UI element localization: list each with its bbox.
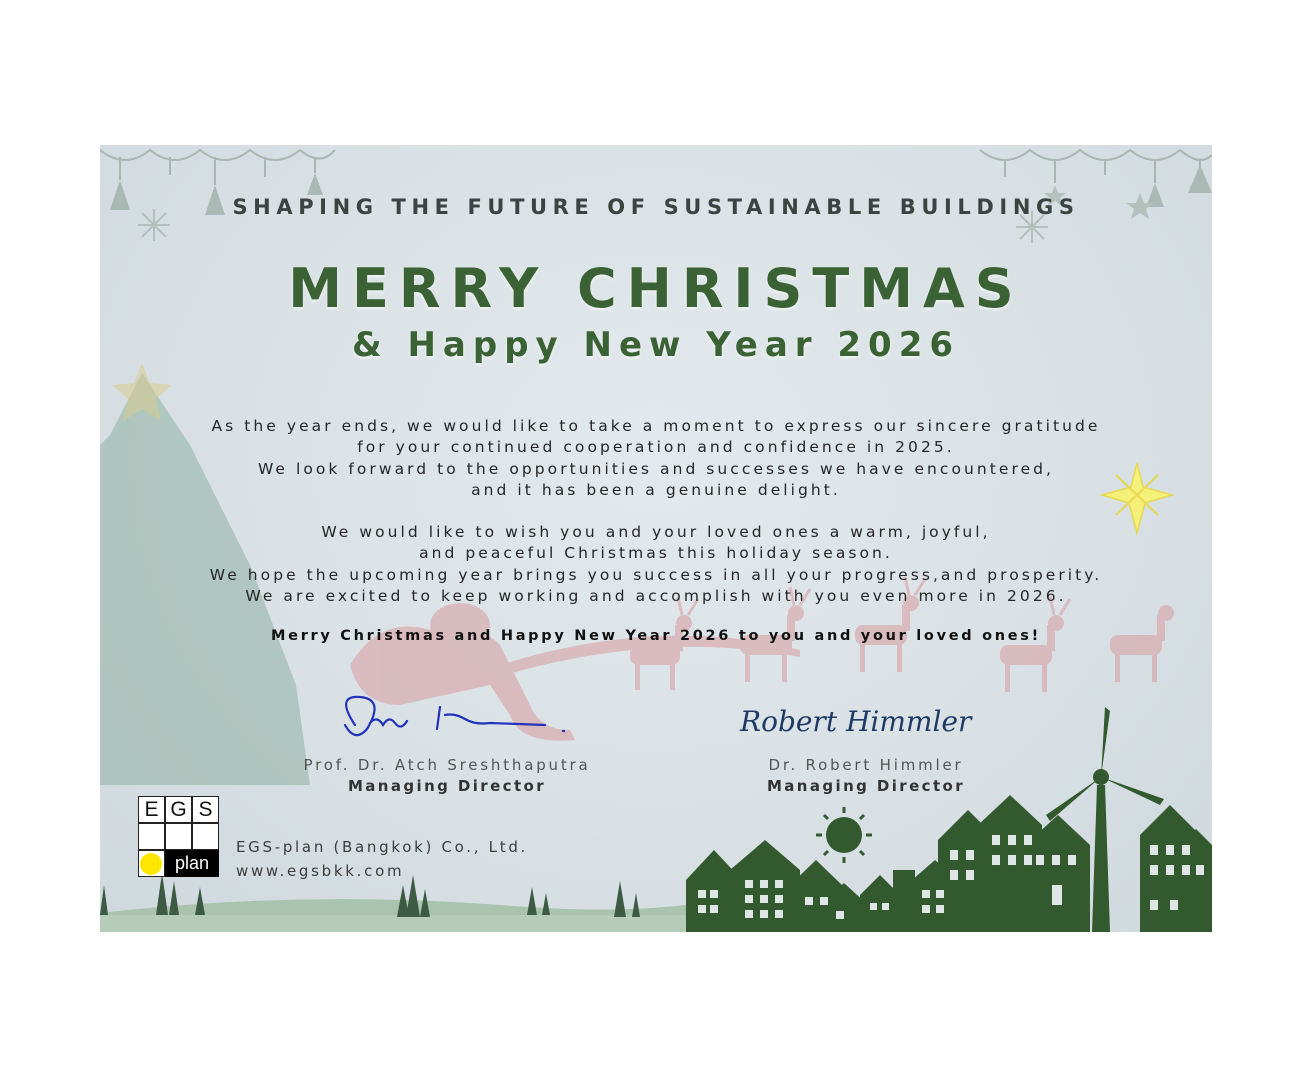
message-line: We are excited to keep working and accomplish with you even more in 2026.	[245, 586, 1067, 605]
signatory-2-name: Dr. Robert Himmler	[768, 756, 964, 774]
logo-cell	[165, 823, 192, 850]
garland-icon	[100, 150, 335, 185]
signatory-1-name: Prof. Dr. Atch Sreshthaputra	[303, 756, 591, 774]
message-line: for your continued cooperation and confidence in 2025.	[357, 438, 955, 457]
signatory-1-role: Managing Director	[347, 777, 547, 795]
message-line: and peaceful Christmas this holiday season.	[419, 544, 893, 563]
greeting-card	[100, 145, 1212, 932]
logo-cell	[138, 823, 165, 850]
logo-letter: S	[198, 798, 213, 821]
tagline: SHAPING THE FUTURE OF SUSTAINABLE BUILDINGS	[232, 195, 1080, 219]
message-line: We would like to wish you and your loved ones a warm, joyful,	[321, 523, 991, 541]
message-line: We look forward to the opportunities and successes we have encountered,	[257, 459, 1055, 478]
company-logo	[138, 796, 219, 877]
subheadline: & Happy New Year 2026	[351, 325, 961, 365]
garland-icon	[980, 150, 1212, 183]
logo-letter: G	[170, 798, 187, 821]
headline: MERRY CHRISTMAS	[288, 257, 1024, 320]
sun-icon	[816, 807, 872, 863]
closing-line: Merry Christmas and Happy New Year 2026 to you and your loved ones!	[271, 628, 1041, 644]
logo-dot-icon	[140, 853, 162, 875]
message-line: As the year ends, we would like to take a moment to express our sincere gratitude	[211, 417, 1101, 435]
signature-1-image	[315, 685, 565, 747]
logo-plan-label: plan	[165, 850, 219, 877]
logo-letter: E	[144, 798, 159, 821]
message-line: and it has been a genuine delight.	[471, 480, 841, 499]
message-line: We hope the upcoming year brings you success in all your progress,and prosperity.	[209, 565, 1103, 584]
signatory-2-role: Managing Director	[766, 777, 966, 795]
company-website: www.egsbkk.com	[236, 862, 405, 880]
signature-2-image: Robert Himmler	[740, 705, 972, 738]
logo-cell	[192, 823, 219, 850]
company-name: EGS-plan (Bangkok) Co., Ltd.	[236, 838, 529, 856]
message-paragraph-1	[100, 416, 1212, 501]
message-paragraph-2	[100, 522, 1212, 607]
